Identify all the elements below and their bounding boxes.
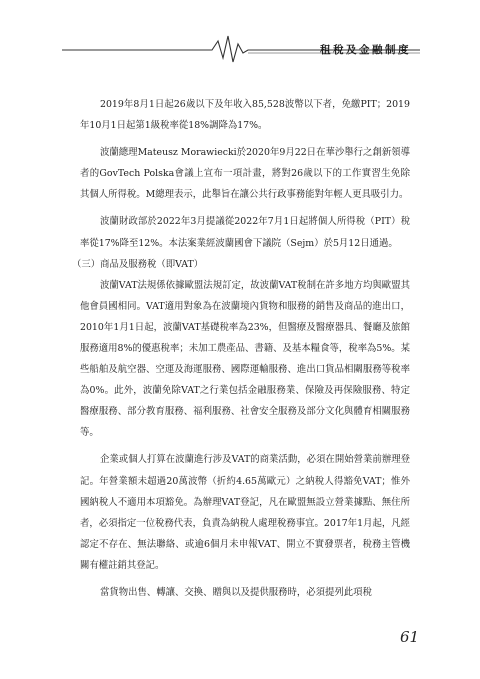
paragraph: 2019年8月1日起26歲以下及年收入85,528波幣以下者，免繳PIT；2019年10月1日起第1級稅率從18%調降為17%。 <box>80 99 410 132</box>
section-heading: （三）商品及服務稅（即VAT） <box>72 258 204 270</box>
header-title: 租稅及金融制度 <box>320 44 411 56</box>
page-header <box>0 0 480 70</box>
document-body <box>72 94 410 609</box>
paragraph: 波蘭總理Mateusz Morawiecki於2020年9月22日在華沙舉行之創新領導者的GovTech Polska會議上宣布一項計畫，將對26歲以下的工作實習生免除其個人所得稅。M總理表示，此舉旨在讓公共行政事務能對年輕人更具吸引力。 <box>80 147 410 201</box>
paragraph: 波蘭VAT法規係依據歐盟法規訂定，故波蘭VAT稅制在許多地方均與歐盟其他會員國相同。VAT適用對象為在波蘭境內貨物和服務的銷售及商品的進出口，2010年1月1日起，波蘭VAT基礎稅率為23%，但醫療及醫療器具、餐廳及旅館服務適用8%的優惠稅率；未加工農產品、書籍、及基本糧食等，稅率為5%。某些船舶及航空器、空運及海運服務、國際運輸服務、進出口貨品相關服務等稅率為0%。此外，波蘭免除VAT之行業包括金融服務業、保險及再保險服務、特定醫療服務、部分教育服務、福利服務、社會安全服務及部分文化與體育相關服務等。 <box>80 279 410 439</box>
page-number: 61 <box>400 628 420 646</box>
paragraph: 波蘭財政部於2022年3月提議從2022年7月1日起將個人所得稅（PIT）稅率從17%降至12%。本法案業經波蘭國會下議院（Sejm）於5月12日通過。 <box>80 216 410 249</box>
paragraph: 企業或個人打算在波蘭進行涉及VAT的商業活動，必須在開始營業前辦理登記。年營業額未超過20萬波幣（折約4.65萬歐元）之納稅人得豁免VAT；惟外國納稅人不適用本項豁免。為辦理VAT登記，凡在歐盟無設立營業據點、無住所者，必須指定一位稅務代表，負責為納稅人處理稅務事宜。2017年1月起，凡經認定不存在、無法聯絡、或逾6個月未申報VAT、開立不實發票者，稅務主管機關有權註銷其登記。 <box>80 454 410 571</box>
header-rule-heartbeat-line <box>0 0 480 70</box>
paragraph: 當貨物出售、轉讓、交換、贈與以及提供服務時，必須提列此項稅 <box>100 586 372 598</box>
